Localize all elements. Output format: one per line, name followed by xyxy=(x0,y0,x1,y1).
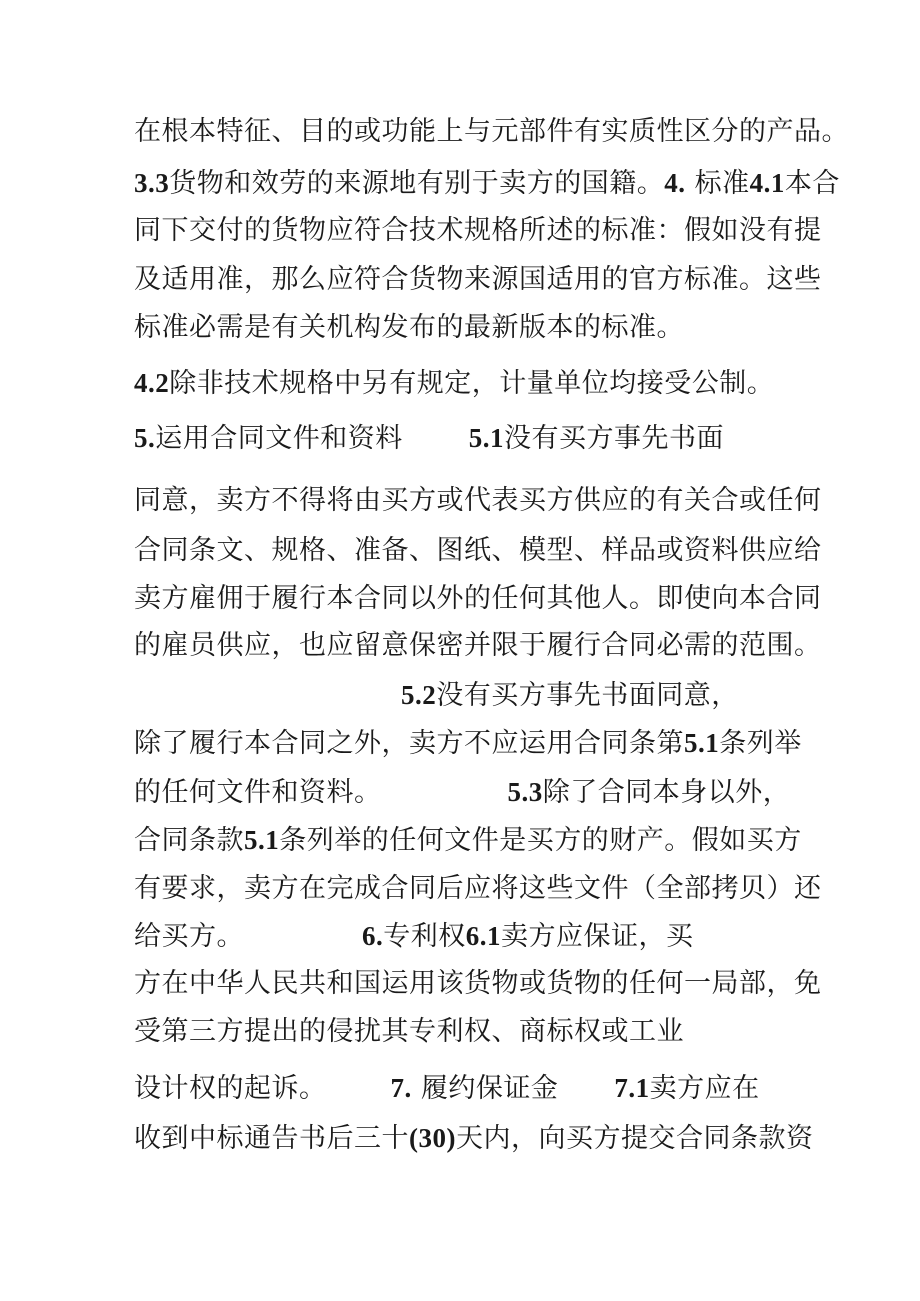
clause-number: 5. xyxy=(134,423,156,453)
text-line: 除了履行本合同之外，卖方不应运用合同条第5.1条列举 xyxy=(134,728,802,759)
text-line: 合同条文、规格、准备、图纸、模型、样品或资料供应给 xyxy=(134,535,822,566)
text-line: 标准必需是有关机构发布的最新版本的标准。 xyxy=(134,312,684,343)
text-line: 给买方。 6.专利权6.1卖方应保证，买 xyxy=(134,921,694,952)
text-line: 卖方雇佣于履行本合同以外的任何其他人。即使向本合同 xyxy=(134,583,822,614)
text-line: 的任何文件和资料。 5.3除了合同本身以外， xyxy=(134,777,791,808)
text-line: 5.运用合同文件和资料 5.1没有买方事先书面 xyxy=(134,423,724,454)
clause-number: 5.1 xyxy=(468,423,504,453)
clause-number: 5.1 xyxy=(684,728,720,758)
text-line: 5.2没有买方事先书面同意， xyxy=(401,680,739,711)
text-line: 同下交付的货物应符合技术规格所述的标准：假如没有提 xyxy=(134,215,822,246)
text-line: 方在中华人民共和国运用该货物或货物的任何一局部，免 xyxy=(134,968,822,999)
text-line: 在根本特征、目的或功能上与元部件有实质性区分的产品。 xyxy=(134,116,849,147)
text-line: 合同条款5.1条列举的任何文件是买方的财产。假如买方 xyxy=(134,825,802,856)
clause-number: 4. xyxy=(664,168,686,198)
clause-number: 6.1 xyxy=(465,921,501,951)
text-line: 的雇员供应，也应留意保密并限于履行合同必需的范围。 xyxy=(134,630,822,661)
text-line: 设计权的起诉。 7. 履约保证金 7.1卖方应在 xyxy=(134,1073,760,1104)
text-line: 3.3货物和效劳的来源地有别于卖方的国籍。4. 标准4.1本合 xyxy=(134,168,840,199)
clause-number: (30) xyxy=(409,1123,456,1153)
text-line: 受第三方提出的侵扰其专利权、商标权或工业 xyxy=(134,1016,684,1047)
text-line: 4.2除非技术规格中另有规定，计量单位均接受公制。 xyxy=(134,368,775,399)
clause-number: 3.3 xyxy=(134,168,170,198)
text-line: 同意，卖方不得将由买方或代表买方供应的有关合或任何 xyxy=(134,485,822,516)
text-line: 有要求，卖方在完成合同后应将这些文件（全部拷贝）还 xyxy=(134,873,822,904)
clause-number: 7.1 xyxy=(614,1073,650,1103)
text-line: 收到中标通告书后三十(30)天内，向买方提交合同条款资 xyxy=(134,1123,814,1154)
clause-number: 5.3 xyxy=(507,777,543,807)
clause-number: 5.1 xyxy=(244,825,280,855)
clause-number: 5.2 xyxy=(401,680,437,710)
text-line: 及适用准，那么应符合货物来源国适用的官方标准。这些 xyxy=(134,264,822,295)
clause-number: 4.1 xyxy=(749,168,785,198)
clause-number: 6. xyxy=(362,921,384,951)
clause-number: 4.2 xyxy=(134,368,170,398)
clause-number: 7. xyxy=(390,1073,412,1103)
